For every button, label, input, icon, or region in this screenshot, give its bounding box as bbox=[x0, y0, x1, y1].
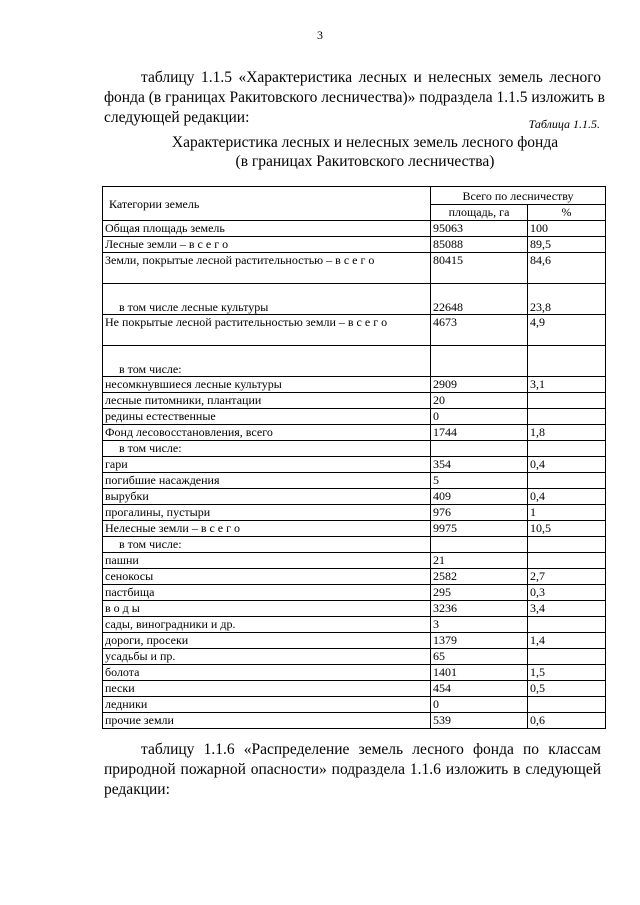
table-row bbox=[103, 505, 606, 521]
row-area: 20 bbox=[431, 393, 528, 409]
row-percent bbox=[528, 617, 606, 633]
table-row bbox=[103, 521, 606, 537]
row-percent: 10,5 bbox=[528, 521, 606, 537]
table-row bbox=[103, 377, 606, 393]
page-number: 3 bbox=[317, 28, 323, 42]
row-percent: 23,8 bbox=[528, 284, 606, 315]
row-percent: 1 bbox=[528, 505, 606, 521]
row-area: 85088 bbox=[431, 237, 528, 253]
row-area: 0 bbox=[431, 409, 528, 425]
row-percent: 3,4 bbox=[528, 601, 606, 617]
table-row bbox=[103, 713, 606, 729]
table-row bbox=[103, 537, 606, 553]
row-percent: 0,6 bbox=[528, 713, 606, 729]
table-row bbox=[103, 425, 606, 441]
table-row bbox=[103, 221, 606, 237]
table-row bbox=[103, 649, 606, 665]
row-area: 95063 bbox=[431, 221, 528, 237]
table-label: Таблица 1.1.5. bbox=[528, 117, 600, 131]
row-area: 295 bbox=[431, 585, 528, 601]
row-percent: 2,7 bbox=[528, 569, 606, 585]
row-percent bbox=[528, 553, 606, 569]
row-percent bbox=[528, 409, 606, 425]
row-percent: 0,4 bbox=[528, 489, 606, 505]
row-percent: 1,5 bbox=[528, 665, 606, 681]
row-area: 539 bbox=[431, 713, 528, 729]
table-row bbox=[103, 697, 606, 713]
header-category: Категории земель bbox=[103, 187, 431, 221]
row-category: гари bbox=[103, 457, 431, 473]
row-percent bbox=[528, 393, 606, 409]
row-area: 21 bbox=[431, 553, 528, 569]
row-percent: 0,4 bbox=[528, 457, 606, 473]
table-header-row bbox=[103, 187, 606, 205]
table-row bbox=[103, 489, 606, 505]
intro-line-1: таблицу 1.1.5 «Характеристика лесных и нелесных земель лесного bbox=[141, 69, 601, 86]
table-row bbox=[103, 457, 606, 473]
row-area: 1401 bbox=[431, 665, 528, 681]
row-percent: 89,5 bbox=[528, 237, 606, 253]
row-percent bbox=[528, 473, 606, 489]
row-area bbox=[431, 537, 528, 553]
row-category: сенокосы bbox=[103, 569, 431, 585]
row-category: Лесные земли – в с е г о bbox=[103, 237, 431, 253]
row-category: дороги, просеки bbox=[103, 633, 431, 649]
row-category: редины естественные bbox=[103, 409, 431, 425]
table-row bbox=[103, 585, 606, 601]
row-category: пастбища bbox=[103, 585, 431, 601]
row-area: 2582 bbox=[431, 569, 528, 585]
row-category: погибшие насаждения bbox=[103, 473, 431, 489]
row-percent: 1,4 bbox=[528, 633, 606, 649]
row-area: 1744 bbox=[431, 425, 528, 441]
row-category: в том числе: bbox=[103, 537, 431, 553]
row-category: прочие земли bbox=[103, 713, 431, 729]
row-category: Общая площадь земель bbox=[103, 221, 431, 237]
table-row bbox=[103, 601, 606, 617]
table-title-line-2: (в границах Ракитовского лесничества) bbox=[235, 153, 495, 170]
row-category: Фонд лесовосстановления, всего bbox=[103, 425, 431, 441]
land-characteristics-table bbox=[102, 186, 606, 729]
table-row bbox=[103, 681, 606, 697]
row-percent: 0,3 bbox=[528, 585, 606, 601]
table-row bbox=[103, 237, 606, 253]
row-category: в том числе: bbox=[103, 441, 431, 457]
table-title bbox=[0, 133, 640, 171]
table-row bbox=[103, 409, 606, 425]
row-area: 9975 bbox=[431, 521, 528, 537]
row-percent: 4,9 bbox=[528, 315, 606, 346]
row-percent bbox=[528, 649, 606, 665]
closing-line-2: природной пожарной опасности» подраздела 1.1.6 изложить в следующей bbox=[104, 761, 601, 778]
row-category: Не покрытые лесной растительностью земли – в с е г о bbox=[103, 315, 431, 346]
row-area: 1379 bbox=[431, 633, 528, 649]
intro-line-3: следующей редакции: bbox=[104, 109, 250, 126]
row-percent: 3,1 bbox=[528, 377, 606, 393]
row-area: 65 bbox=[431, 649, 528, 665]
row-category: пашни bbox=[103, 553, 431, 569]
row-category: сады, виноградники и др. bbox=[103, 617, 431, 633]
row-area: 2909 bbox=[431, 377, 528, 393]
row-percent bbox=[528, 537, 606, 553]
row-category: в том числе лесные культуры bbox=[103, 284, 431, 315]
row-area: 354 bbox=[431, 457, 528, 473]
row-area bbox=[431, 346, 528, 377]
row-area: 0 bbox=[431, 697, 528, 713]
header-area: площадь, га bbox=[431, 205, 528, 221]
table-row bbox=[103, 617, 606, 633]
row-percent: 84,6 bbox=[528, 253, 606, 284]
table-row bbox=[103, 393, 606, 409]
table-row bbox=[103, 569, 606, 585]
row-category: пески bbox=[103, 681, 431, 697]
row-category: в о д ы bbox=[103, 601, 431, 617]
row-percent bbox=[528, 697, 606, 713]
table-row bbox=[103, 346, 606, 377]
row-area: 80415 bbox=[431, 253, 528, 284]
intro-paragraph bbox=[104, 68, 605, 128]
row-category: болота bbox=[103, 665, 431, 681]
table-row bbox=[103, 633, 606, 649]
row-category: усадьбы и пр. bbox=[103, 649, 431, 665]
row-percent bbox=[528, 346, 606, 377]
row-category: прогалины, пустыри bbox=[103, 505, 431, 521]
header-percent: % bbox=[528, 205, 606, 221]
table-row bbox=[103, 315, 606, 346]
table-title-line-1: Характеристика лесных и нелесных земель лесного фонда bbox=[171, 134, 559, 151]
row-category: вырубки bbox=[103, 489, 431, 505]
row-percent bbox=[528, 441, 606, 457]
table-row bbox=[103, 284, 606, 315]
table-row bbox=[103, 441, 606, 457]
row-area bbox=[431, 441, 528, 457]
row-area: 3 bbox=[431, 617, 528, 633]
table-row bbox=[103, 665, 606, 681]
row-area: 409 bbox=[431, 489, 528, 505]
closing-line-1: таблицу 1.1.6 «Распределение земель лесного фонда по классам bbox=[141, 741, 601, 758]
row-category: несомкнувшиеся лесные культуры bbox=[103, 377, 431, 393]
header-total: Всего по лесничеству bbox=[431, 187, 606, 205]
row-category: ледники bbox=[103, 697, 431, 713]
row-area: 976 bbox=[431, 505, 528, 521]
table-row bbox=[103, 253, 606, 284]
row-percent: 1,8 bbox=[528, 425, 606, 441]
closing-paragraph bbox=[104, 740, 601, 800]
table-row bbox=[103, 473, 606, 489]
row-area: 4673 bbox=[431, 315, 528, 346]
row-percent: 100 bbox=[528, 221, 606, 237]
row-category: лесные питомники, плантации bbox=[103, 393, 431, 409]
row-category: Нелесные земли – в с е г о bbox=[103, 521, 431, 537]
row-area: 22648 bbox=[431, 284, 528, 315]
row-category: Земли, покрытые лесной растительностью – в с е г о bbox=[103, 253, 431, 284]
row-percent: 0,5 bbox=[528, 681, 606, 697]
intro-line-2: фонда (в границах Ракитовского лесничества)» подраздела 1.1.5 изложить в bbox=[104, 89, 605, 106]
closing-line-3: редакции: bbox=[104, 781, 170, 798]
row-area: 5 bbox=[431, 473, 528, 489]
row-category: в том числе: bbox=[103, 346, 431, 377]
row-area: 454 bbox=[431, 681, 528, 697]
table-row bbox=[103, 553, 606, 569]
row-area: 3236 bbox=[431, 601, 528, 617]
